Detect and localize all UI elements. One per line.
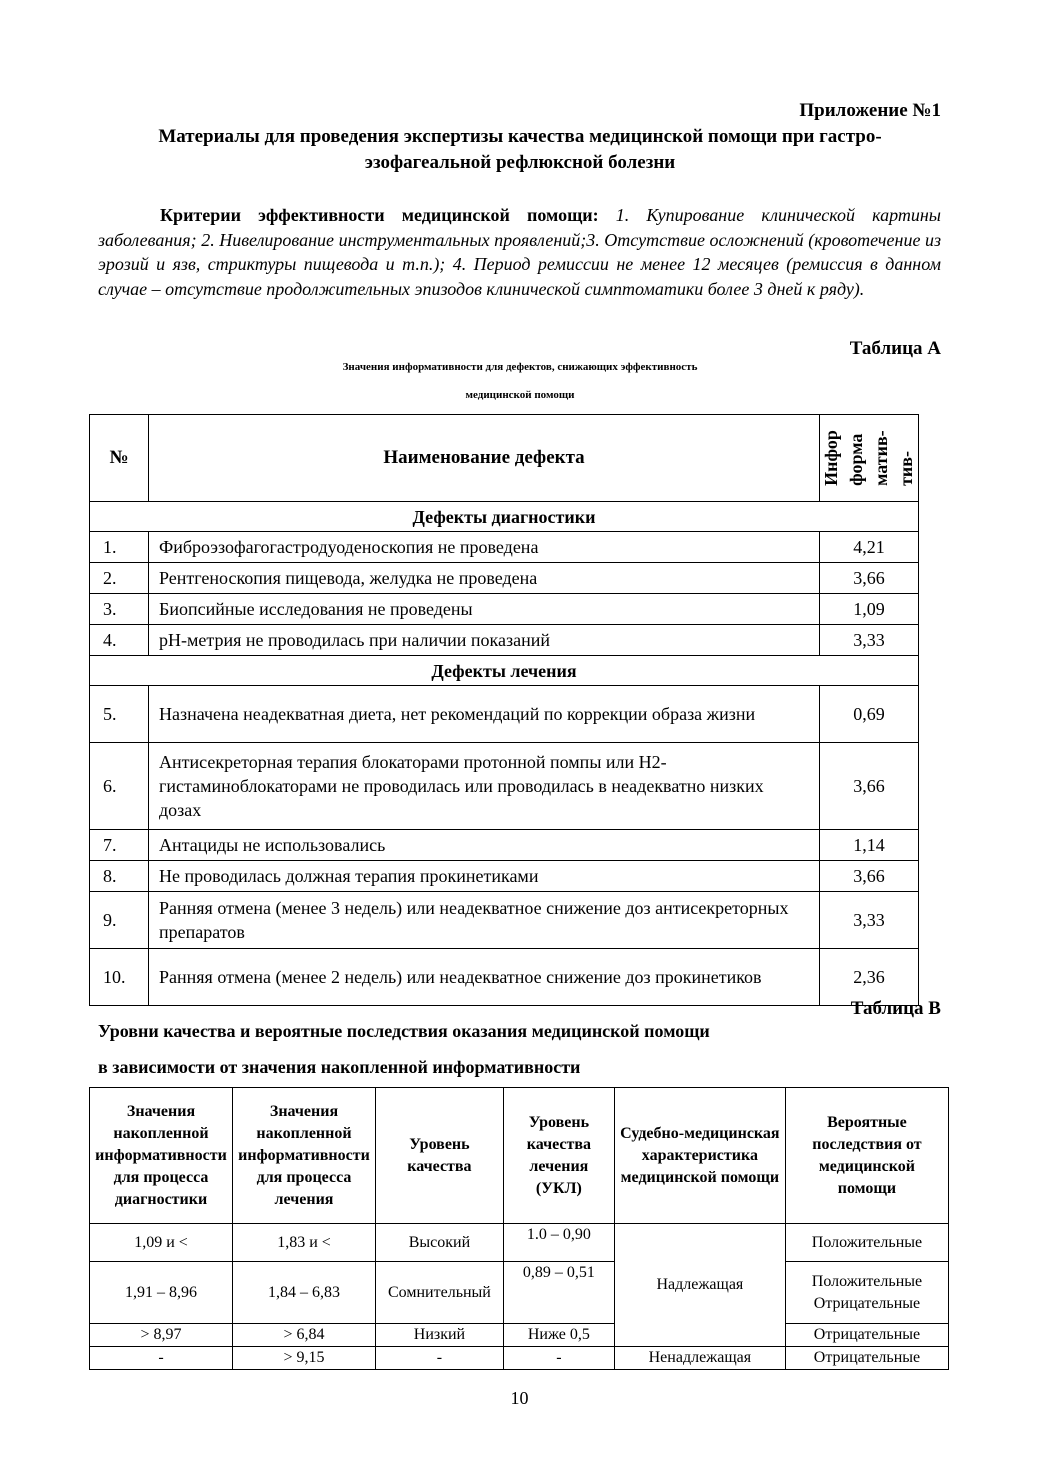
cell-treatment-value: 1,83 и < — [233, 1224, 376, 1262]
table-row — [90, 563, 919, 594]
cell-diagnostics-value: - — [90, 1347, 233, 1370]
cell-forensic: Ненадлежащая — [614, 1347, 785, 1370]
cell-consequence: Отрицательные — [785, 1347, 948, 1370]
quality-levels-table — [89, 1087, 949, 1370]
row-value: 1,09 — [820, 594, 919, 625]
cell-treatment-value: > 9,15 — [233, 1347, 376, 1370]
section-title-treatment: Дефекты лечения — [90, 656, 919, 686]
header-info-line: Инфор — [821, 430, 841, 486]
header-info-line: тив- — [896, 450, 916, 486]
table-row — [90, 1347, 949, 1370]
row-value: 3,66 — [820, 563, 919, 594]
row-value: 2,36 — [820, 949, 919, 1006]
row-value: 0,69 — [820, 686, 919, 743]
cell-quality-level: Сомнительный — [376, 1262, 504, 1324]
header-informativeness — [820, 415, 919, 502]
row-defect: Антациды не использовались — [149, 830, 820, 861]
row-num: 9. — [90, 892, 149, 949]
table-row — [90, 743, 919, 830]
criteria-label: Критерии эффективности медицинской помощи: — [160, 205, 599, 225]
row-defect: Биопсийные исследования не проведены — [149, 594, 820, 625]
table-row — [90, 861, 919, 892]
cell-ukl: 0,89 – 0,51 — [503, 1262, 614, 1324]
appendix-label: Приложение №1 — [799, 100, 941, 121]
row-defect: Ранняя отмена (менее 3 недель) или неадекватное снижение доз антисекреторных препаратов — [149, 892, 820, 949]
section-row — [90, 502, 919, 532]
cell-ukl: 1.0 – 0,90 — [503, 1224, 614, 1262]
row-defect: Не проводилась должная терапия прокинетиками — [149, 861, 820, 892]
table-b-caption: Таблица В — [850, 998, 941, 1019]
row-num: 3. — [90, 594, 149, 625]
section-row — [90, 656, 919, 686]
title-line: Материалы для проведения экспертизы качества медицинской помощи при гастро- — [158, 126, 882, 147]
table-row — [90, 1324, 949, 1347]
row-value: 3,33 — [820, 892, 919, 949]
row-defect: Рентгеноскопия пищевода, желудка не проведена — [149, 563, 820, 594]
cell-ukl: - — [503, 1347, 614, 1370]
cell-treatment-value: > 6,84 — [233, 1324, 376, 1347]
table-header-row — [90, 1088, 949, 1224]
cell-diagnostics-value: 1,91 – 8,96 — [90, 1262, 233, 1324]
header-consequences: Вероятные последствия от медицинской помощи — [785, 1088, 948, 1224]
row-num: 8. — [90, 861, 149, 892]
header-info-line: форма — [846, 433, 866, 486]
cell-quality-level: - — [376, 1347, 504, 1370]
row-defect: Антисекреторная терапия блокаторами протонной помпы или Н2-гистаминоблокаторами не проводилась или проводилась в неадекватно низких дозах — [149, 743, 820, 830]
page-number: 10 — [510, 1388, 529, 1408]
row-value: 4,21 — [820, 532, 919, 563]
criteria-paragraph — [98, 203, 941, 301]
row-defect: рН-метрия не проводилась при наличии показаний — [149, 625, 820, 656]
row-num: 4. — [90, 625, 149, 656]
table-a-subtitle: медицинской помощи — [465, 389, 575, 401]
row-defect: Ранняя отмена (менее 2 недель) или неадекватное снижение доз прокинетиков — [149, 949, 820, 1006]
table-b-title: в зависимости от значения накопленной информативности — [98, 1057, 581, 1077]
table-row — [90, 532, 919, 563]
table-row — [90, 625, 919, 656]
cell-diagnostics-value: 1,09 и < — [90, 1224, 233, 1262]
cell-quality-level: Высокий — [376, 1224, 504, 1262]
table-row — [90, 949, 919, 1006]
section-title-diagnostics: Дефекты диагностики — [90, 502, 919, 532]
table-a-subtitle: Значения информативности для дефектов, снижающих эффективность — [342, 361, 698, 373]
row-num: 7. — [90, 830, 149, 861]
document-title — [90, 124, 950, 176]
cell-treatment-value: 1,84 – 6,83 — [233, 1262, 376, 1324]
table-row — [90, 892, 919, 949]
table-row — [90, 830, 919, 861]
row-value: 1,14 — [820, 830, 919, 861]
header-num: № — [90, 415, 149, 502]
header-forensic: Судебно-медицинская характеристика медицинской помощи — [614, 1088, 785, 1224]
row-num: 1. — [90, 532, 149, 563]
cell-consequence: Положительные Отрицательные — [785, 1262, 948, 1324]
title-line: эзофагеальной рефлюксной болезни — [364, 152, 676, 173]
table-header-row — [90, 415, 919, 502]
table-b-title: Уровни качества и вероятные последствия оказания медицинской помощи — [98, 1021, 710, 1041]
table-row — [90, 686, 919, 743]
row-value: 3,33 — [820, 625, 919, 656]
header-quality-level: Уровень качества — [376, 1088, 504, 1224]
header-diagnostics-value: Значения накопленной информативности для процесса диагностики — [90, 1088, 233, 1224]
row-num: 6. — [90, 743, 149, 830]
defects-table — [89, 414, 919, 1006]
row-defect: Назначена неадекватная диета, нет рекомендаций по коррекции образа жизни — [149, 686, 820, 743]
row-value: 3,66 — [820, 743, 919, 830]
criteria-text: 1. Купирование клинической картины заболевания; 2. Нивелирование инструментальных проявлений;3. Отсутствие осложнений (кровотечение из эрозий и язв, стриктуры пищевода и т.п.); 4. Период ремиссии не менее 12 месяцев (ремиссия в данном случае – отсутствие продолжительных эпизодов клинической симптоматики более 3 дней к ряду). — [98, 205, 941, 299]
table-a-caption: Таблица А — [849, 338, 941, 359]
table-row — [90, 1224, 949, 1262]
cell-forensic: Надлежащая — [614, 1224, 785, 1347]
cell-consequence: Отрицательные — [785, 1324, 948, 1347]
header-treatment-value: Значения накопленной информативности для процесса лечения — [233, 1088, 376, 1224]
row-num: 2. — [90, 563, 149, 594]
row-value: 3,66 — [820, 861, 919, 892]
table-row — [90, 594, 919, 625]
header-informativeness-text — [820, 430, 919, 486]
row-num: 5. — [90, 686, 149, 743]
row-defect: Фиброэзофагогастродуоденоскопия не проведена — [149, 532, 820, 563]
cell-ukl: Ниже 0,5 — [503, 1324, 614, 1347]
cell-diagnostics-value: > 8,97 — [90, 1324, 233, 1347]
header-ukl: Уровень качества лечения (УКЛ) — [503, 1088, 614, 1224]
cell-consequence: Положительные — [785, 1224, 948, 1262]
cell-quality-level: Низкий — [376, 1324, 504, 1347]
header-defect-name: Наименование дефекта — [149, 415, 820, 502]
row-num: 10. — [90, 949, 149, 1006]
table-row — [90, 1262, 949, 1324]
header-info-line: матив- — [871, 430, 891, 486]
